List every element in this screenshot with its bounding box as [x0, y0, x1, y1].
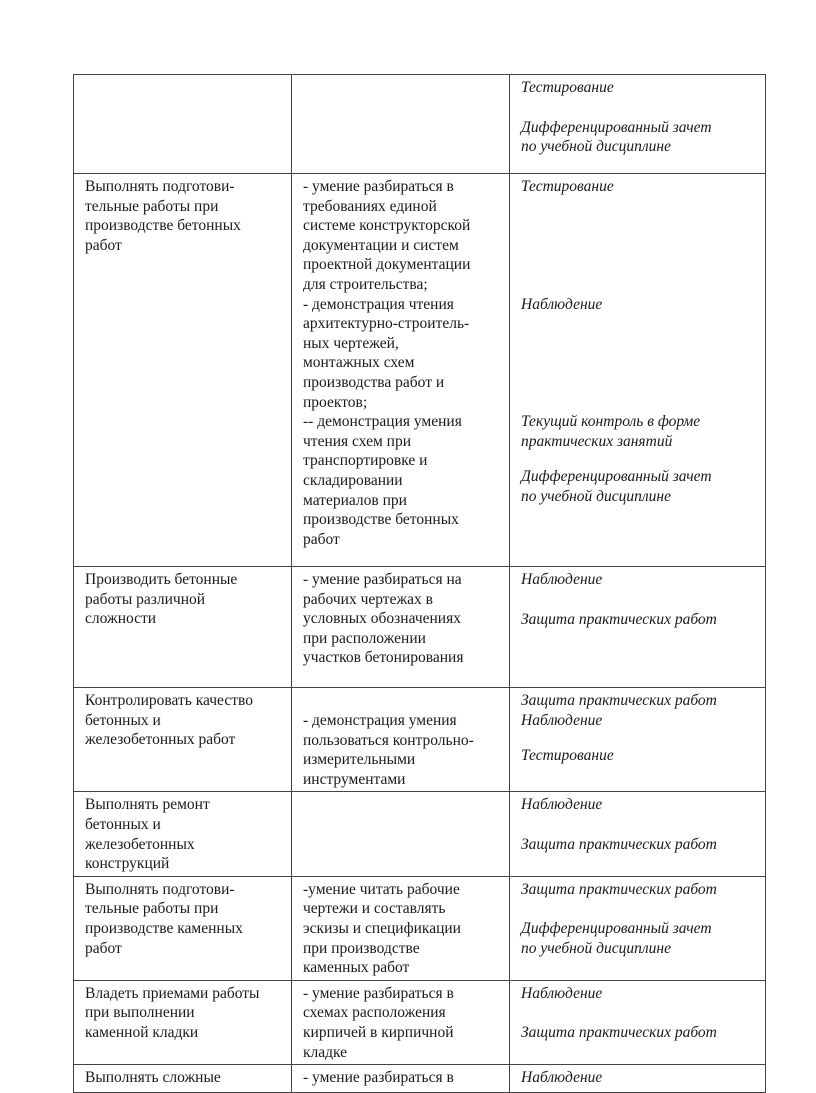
assessment-table — [73, 74, 766, 1093]
methods-cell — [510, 980, 766, 1064]
table-row — [74, 174, 766, 567]
criteria-text: - умение разбираться на рабочих чертежах в условных обозначениях при расположении участков бетонирования — [303, 571, 464, 667]
method-text: Дифференцированный зачет по учебной дисциплине — [521, 468, 712, 505]
criteria-cell — [292, 1065, 510, 1093]
methods-cell — [510, 876, 766, 980]
table-row — [74, 1065, 766, 1093]
method-text: Защита практических работ — [521, 880, 717, 898]
result-cell — [74, 688, 292, 792]
criteria-text: - умение разбираться в требованиях единой системе конструкторской документации и систем проектной документации для строительства; - демонстрация чтения архитектурно-строитель- ных чертежей, монтажных схем производства работ и проектов; -- демонстрация умения чтения схем при транспортировке и складировании материалов при производстве бетонных работ — [303, 178, 471, 548]
methods-cell — [510, 567, 766, 688]
criteria-cell — [292, 567, 510, 688]
criteria-cell — [292, 688, 510, 792]
criteria-cell — [292, 980, 510, 1064]
criteria-cell — [292, 174, 510, 567]
table-row — [74, 792, 766, 876]
criteria-text: -умение читать рабочие чертежи и составлять эскизы и спецификации при производстве каменных работ — [303, 880, 461, 977]
methods-cell — [510, 174, 766, 567]
method-text: Наблюдение — [521, 571, 603, 588]
table-row — [74, 567, 766, 688]
method-text: Защита практических работ — [521, 610, 717, 628]
methods-cell — [510, 75, 766, 174]
method-text: Наблюдение — [521, 1069, 603, 1087]
table-row — [74, 980, 766, 1064]
method-text: Дифференцированный зачет по учебной дисциплине — [521, 118, 712, 156]
result-text: Выполнять подготови- тельные работы при производстве бетонных работ — [85, 178, 241, 254]
method-text: Тестирование — [521, 79, 614, 96]
method-text: Тестирование — [521, 178, 614, 195]
result-text: Контролировать качество бетонных и железобетонных работ — [85, 692, 253, 749]
result-cell — [74, 567, 292, 688]
criteria-cell — [292, 75, 510, 174]
result-cell — [74, 792, 292, 876]
result-text: Выполнять подготови- тельные работы при производстве каменных работ — [85, 880, 243, 957]
table-row — [74, 688, 766, 792]
methods-cell — [510, 792, 766, 876]
result-text: Выполнять сложные — [85, 1069, 221, 1087]
criteria-cell — [292, 876, 510, 980]
method-text: Защита практических работ Наблюдение — [521, 692, 717, 729]
result-text: Владеть приемами работы при выполнении каменной кладки — [85, 984, 260, 1041]
method-text: Дифференцированный зачет по учебной дисциплине — [521, 920, 712, 957]
result-cell — [74, 980, 292, 1064]
criteria-text: - умение разбираться в схемах расположения кирпичей в кирпичной кладке — [303, 984, 454, 1061]
methods-cell — [510, 688, 766, 792]
result-text: Выполнять ремонт бетонных и железобетонных конструкций — [85, 796, 210, 873]
criteria-text: - умение разбираться в — [303, 1069, 454, 1087]
method-text: Текущий контроль в форме практических занятий — [521, 413, 701, 450]
method-text: Наблюдение — [521, 984, 603, 1002]
method-text: Защита практических работ — [521, 1024, 717, 1042]
method-text: Наблюдение — [521, 295, 603, 313]
result-text: Производить бетонные работы различной сложности — [85, 571, 238, 628]
result-cell — [74, 1065, 292, 1093]
result-cell — [74, 876, 292, 980]
criteria-cell — [292, 792, 510, 876]
table-row — [74, 876, 766, 980]
criteria-text: - демонстрация умения пользоваться контрольно- измерительными инструментами — [303, 712, 474, 788]
method-text: Тестирование — [521, 747, 614, 765]
methods-cell — [510, 1065, 766, 1093]
result-cell — [74, 174, 292, 567]
method-text: Защита практических работ — [521, 835, 717, 853]
result-cell — [74, 75, 292, 174]
table-row — [74, 75, 766, 174]
method-text: Наблюдение — [521, 796, 603, 814]
